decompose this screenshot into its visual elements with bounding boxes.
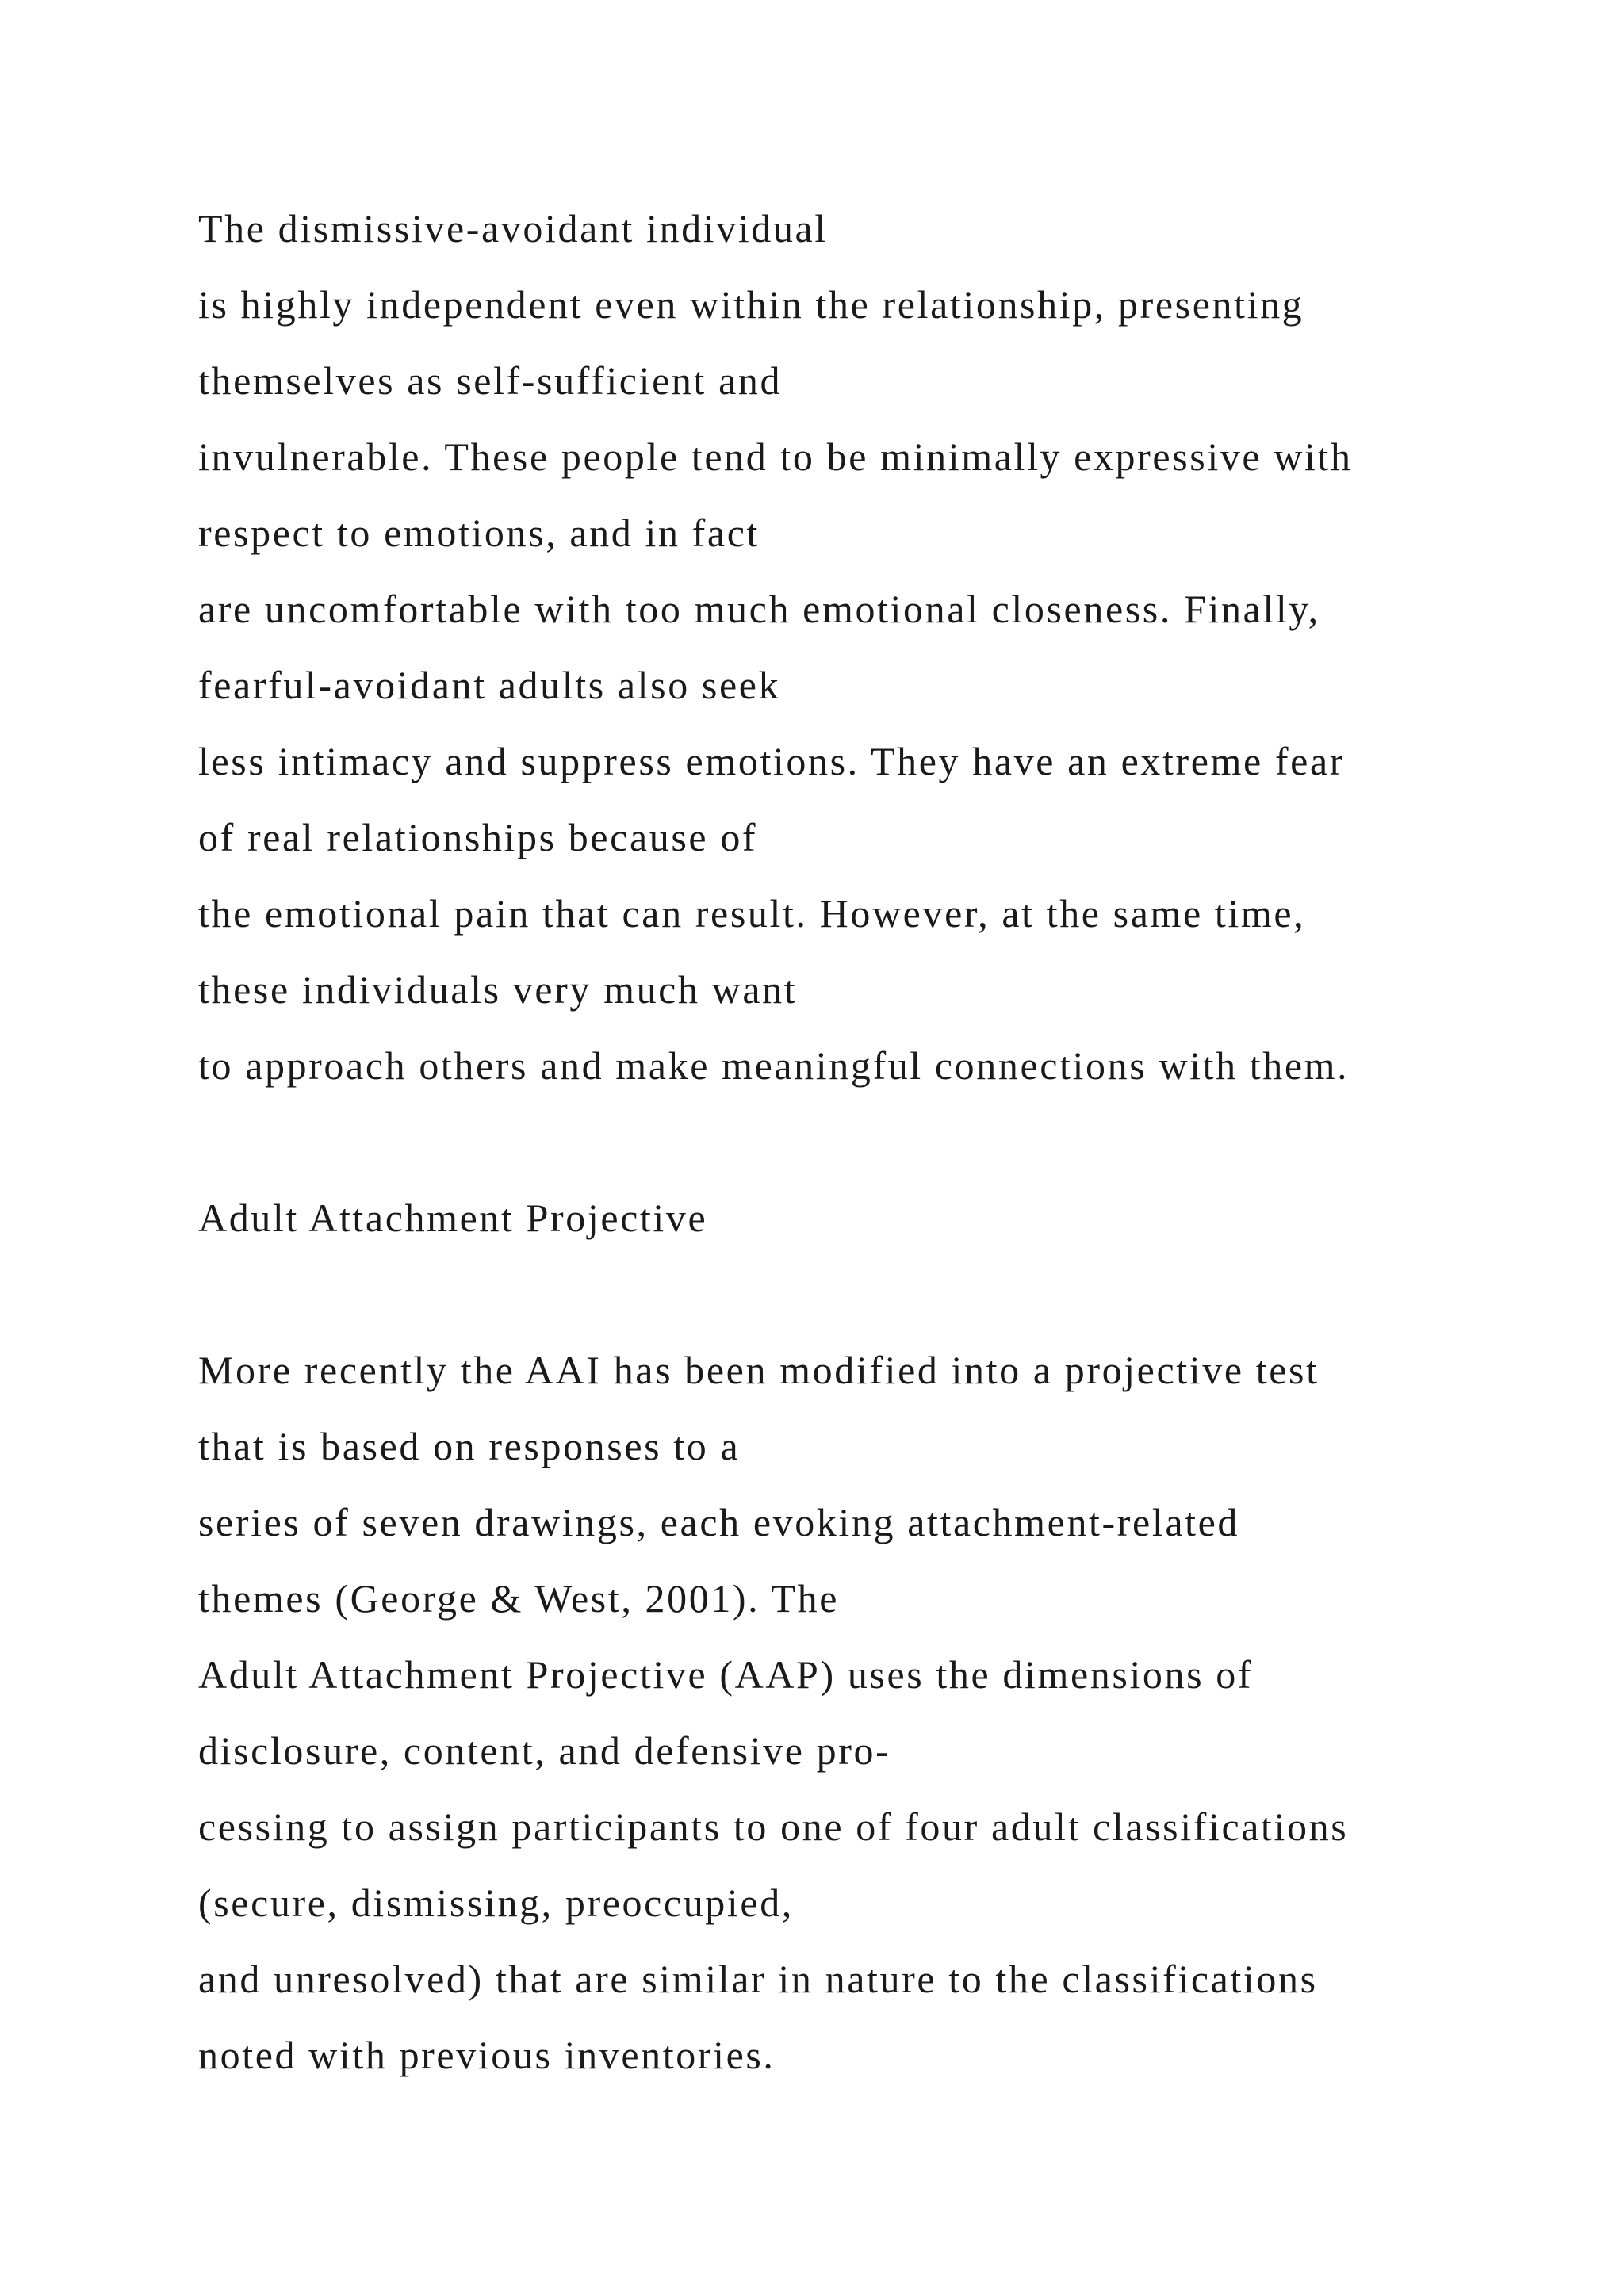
- text-line: themselves as self-sufficient and: [198, 358, 783, 403]
- text-line: (secure, dismissing, preoccupied,: [198, 1881, 794, 1925]
- text-line: disclosure, content, and defensive pro-: [198, 1728, 891, 1773]
- text-line: series of seven drawings, each evoking attachment-related: [198, 1500, 1239, 1544]
- text-line: cessing to assign participants to one of four adult classifications: [198, 1804, 1349, 1849]
- text-line: is highly independent even within the relationship, presenting: [198, 282, 1304, 327]
- section-heading: Adult Attachment Projective: [198, 1196, 708, 1240]
- text-line: the emotional pain that can result. However, at the same time,: [198, 891, 1306, 936]
- text-line: themes (George & West, 2001). The: [198, 1576, 840, 1621]
- paragraph-spacer: [198, 1104, 1546, 1180]
- text-line: less intimacy and suppress emotions. They have an extreme fear: [198, 739, 1345, 783]
- text-line: The dismissive-avoidant individual: [198, 206, 828, 251]
- text-line: to approach others and make meaningful connections with them.: [198, 1043, 1350, 1088]
- paragraph-spacer: [198, 1256, 1546, 1332]
- text-line: noted with previous inventories.: [198, 2033, 776, 2077]
- document-body: [198, 190, 1546, 2093]
- text-line: and unresolved) that are similar in nature to the classifications: [198, 1957, 1318, 2001]
- text-line: fearful-avoidant adults also seek: [198, 663, 781, 707]
- text-line: More recently the AAI has been modified into a projective test: [198, 1348, 1320, 1392]
- text-line: Adult Attachment Projective (AAP) uses the dimensions of: [198, 1652, 1254, 1697]
- text-line: that is based on responses to a: [198, 1424, 741, 1468]
- text-line: respect to emotions, and in fact: [198, 511, 760, 555]
- text-line: of real relationships because of: [198, 815, 758, 859]
- text-line: these individuals very much want: [198, 967, 798, 1012]
- text-line: invulnerable. These people tend to be minimally expressive with: [198, 434, 1353, 479]
- text-line: are uncomfortable with too much emotional closeness. Finally,: [198, 587, 1320, 631]
